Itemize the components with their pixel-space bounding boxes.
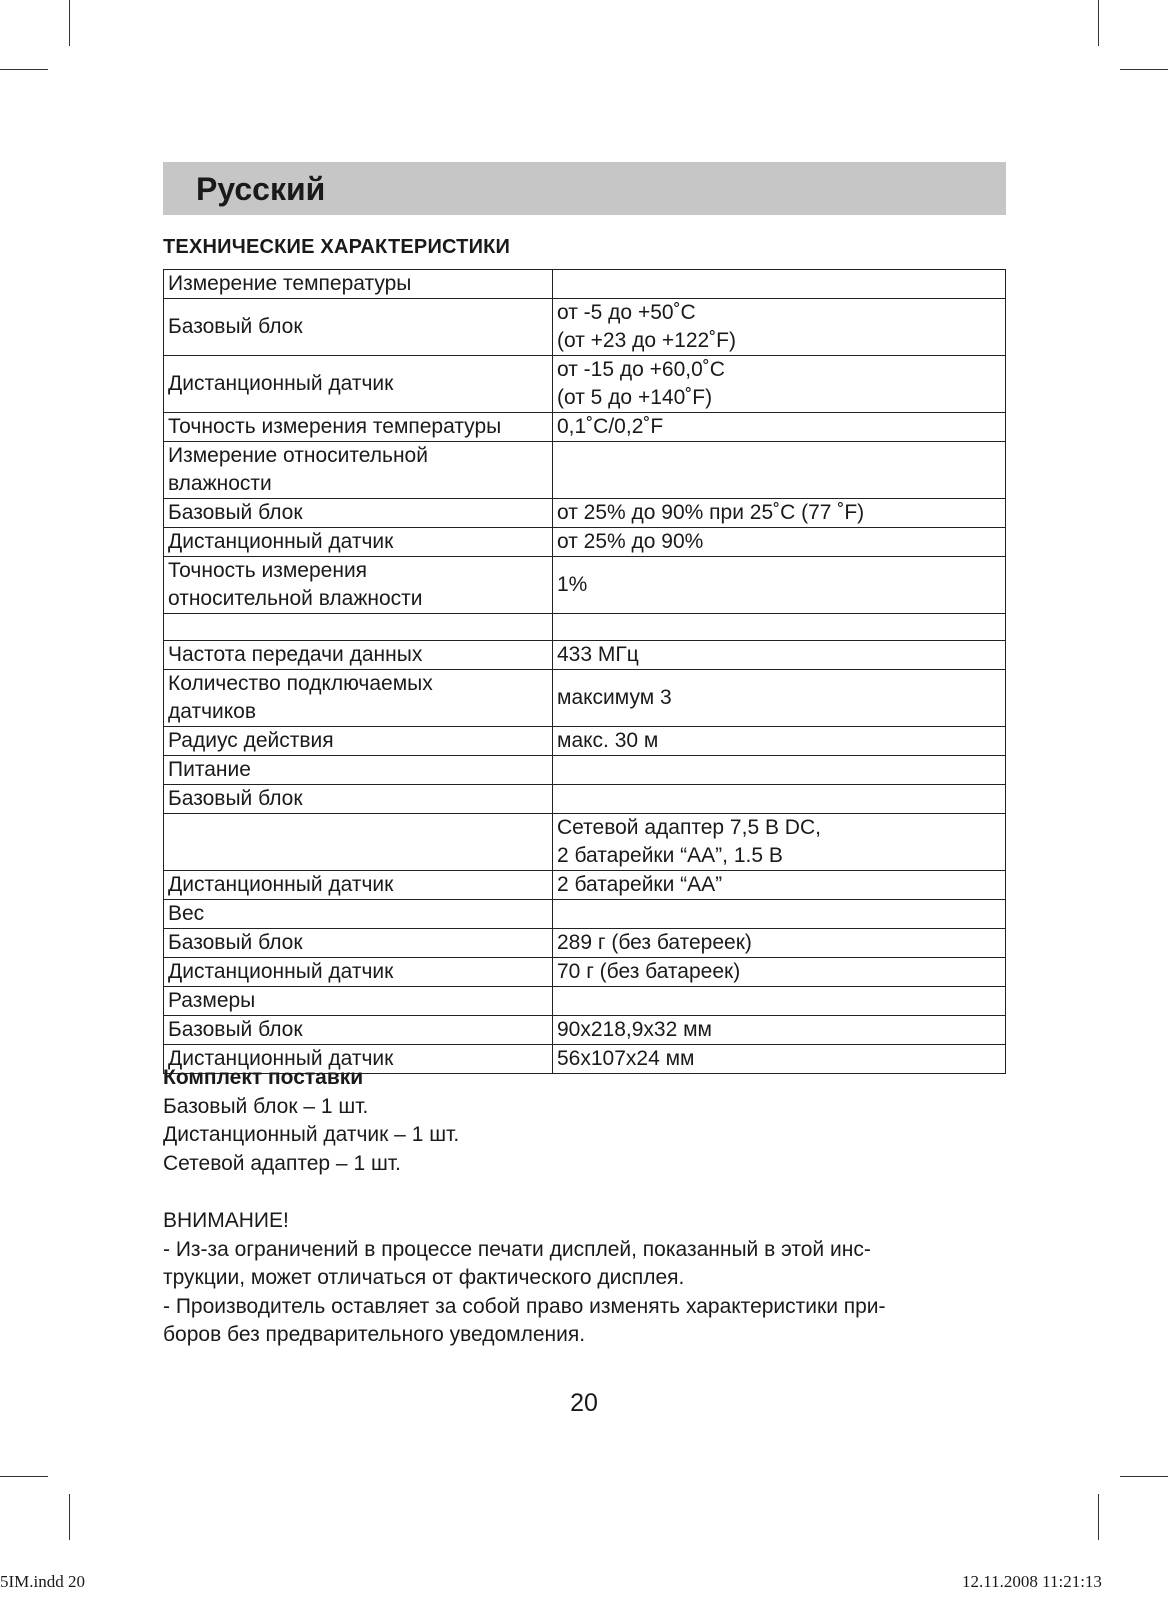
crop-mark	[0, 1476, 48, 1477]
spec-value: 90x218,9x32 мм	[553, 1016, 1006, 1045]
spec-label: Базовый блок	[164, 785, 553, 814]
kit-section	[163, 1064, 459, 1178]
spec-value	[553, 987, 1006, 1016]
spec-row	[164, 641, 1006, 670]
spec-value	[553, 270, 1006, 299]
spec-value: 56x107x24 мм	[553, 1045, 1006, 1074]
spec-label: Вес	[164, 900, 553, 929]
spec-label: Базовый блок	[164, 1016, 553, 1045]
notice-section	[163, 1207, 1008, 1350]
spec-value: от 25% до 90%	[553, 528, 1006, 557]
notice-title: ВНИМАНИЕ!	[163, 1209, 289, 1232]
spec-value: 289 г (без батереек)	[553, 929, 1006, 958]
spec-label: Частота передачи данных	[164, 641, 553, 670]
notice-line: - Из-за ограничений в процессе печати дисплей, показанный в этой инс-	[163, 1237, 871, 1261]
spec-label: Точность измерения относительной влажности	[164, 557, 553, 614]
crop-mark	[1098, 0, 1099, 46]
spec-value	[553, 756, 1006, 785]
spec-row	[164, 987, 1006, 1016]
crop-mark	[1120, 1476, 1168, 1477]
crop-mark	[69, 1494, 70, 1540]
specs-table	[163, 269, 1006, 1074]
spec-value: от 25% до 90% при 25˚С (77 ˚F)	[553, 499, 1006, 528]
spec-value: 1%	[553, 557, 1006, 614]
spec-label: Радиус действия	[164, 727, 553, 756]
spec-value: от -15 до +60,0˚С (от 5 до +140˚F)	[553, 356, 1006, 413]
spec-label: Измерение температуры	[164, 270, 553, 299]
spec-row	[164, 270, 1006, 299]
spec-row	[164, 756, 1006, 785]
crop-mark	[69, 0, 70, 46]
spec-label: Дистанционный датчик	[164, 528, 553, 557]
kit-item: Сетевой адаптер – 1 шт.	[163, 1151, 401, 1175]
language-title: Русский	[196, 171, 326, 207]
spec-value: от -5 до +50˚С (от +23 до +122˚F)	[553, 299, 1006, 356]
spec-label: Дистанционный датчик	[164, 958, 553, 987]
spec-label: Размеры	[164, 987, 553, 1016]
crop-mark	[1098, 1494, 1099, 1540]
spec-label: Базовый блок	[164, 929, 553, 958]
slug-file: 5IM.indd 20	[0, 1572, 85, 1591]
spec-value: Сетевой адаптер 7,5 В DC, 2 батарейки “АА”, 1.5 В	[553, 814, 1006, 871]
spec-value	[553, 785, 1006, 814]
spec-row	[164, 528, 1006, 557]
spec-row	[164, 299, 1006, 356]
spec-row	[164, 670, 1006, 727]
spec-label: Дистанционный датчик	[164, 1045, 553, 1074]
spec-label	[164, 814, 553, 871]
spec-value	[553, 442, 1006, 499]
spec-row	[164, 614, 1006, 641]
spec-label: Питание	[164, 756, 553, 785]
spec-row	[164, 356, 1006, 413]
spec-label: Дистанционный датчик	[164, 356, 553, 413]
spec-label: Количество подключаемых датчиков	[164, 670, 553, 727]
slug-datetime: 12.11.2008 11:21:13	[962, 1572, 1102, 1591]
language-banner	[163, 162, 1006, 215]
spec-row	[164, 1016, 1006, 1045]
spec-row	[164, 413, 1006, 442]
spec-row	[164, 814, 1006, 871]
spec-row	[164, 929, 1006, 958]
spec-value	[553, 900, 1006, 929]
kit-item: Дистанционный датчик – 1 шт.	[163, 1123, 460, 1146]
spec-value: максимум 3	[553, 670, 1006, 727]
spec-value	[553, 614, 1006, 641]
spec-row	[164, 557, 1006, 614]
notice-line: боров без предварительного уведомления.	[163, 1323, 586, 1346]
spec-label: Базовый блок	[164, 499, 553, 528]
spec-value: 70 г (без батареек)	[553, 958, 1006, 987]
spec-value: 2 батарейки “АА”	[553, 871, 1006, 900]
spec-row	[164, 442, 1006, 499]
spec-value: макс. 30 м	[553, 727, 1006, 756]
spec-label: Дистанционный датчик	[164, 871, 553, 900]
spec-label	[164, 614, 553, 641]
notice-line: - Производитель оставляет за собой право изменять характеристики при-	[163, 1294, 886, 1318]
kit-item: Базовый блок – 1 шт.	[163, 1094, 369, 1118]
spec-row	[164, 900, 1006, 929]
spec-label: Измерение относительной влажности	[164, 442, 553, 499]
spec-row	[164, 499, 1006, 528]
spec-value: 0,1˚С/0,2˚F	[553, 413, 1006, 442]
spec-row	[164, 958, 1006, 987]
notice-line: трукции, может отличаться от фактического дисплея.	[163, 1266, 685, 1289]
spec-label: Точность измерения температуры	[164, 413, 553, 442]
spec-value: 433 МГц	[553, 641, 1006, 670]
spec-row	[164, 785, 1006, 814]
spec-row	[164, 727, 1006, 756]
spec-row	[164, 871, 1006, 900]
crop-mark	[1120, 69, 1168, 70]
page-number: 20	[570, 1389, 598, 1417]
crop-mark	[0, 69, 48, 70]
spec-label: Базовый блок	[164, 299, 553, 356]
kit-title: Комплект поставки	[163, 1066, 364, 1089]
specs-heading: ТЕХНИЧЕСКИЕ ХАРАКТЕРИСТИКИ	[163, 236, 511, 258]
